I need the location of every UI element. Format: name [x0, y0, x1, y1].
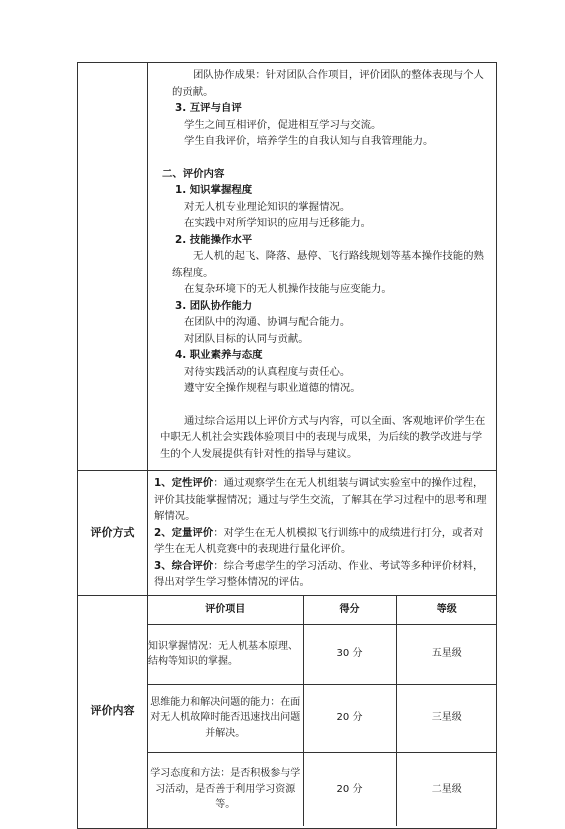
- content-table-cell: [148, 595, 497, 828]
- quantitative-eval-body: ：对学生在无人机模拟飞行训练中的成绩进行打分，或者对学生在无人机竞赛中的表现进行量化评价。: [154, 526, 484, 555]
- item-4-line-2: 遵守安全操作规程与职业道德的情况。: [184, 382, 361, 394]
- item-3-line-2: 对团队目标的认同与贡献。: [184, 332, 309, 345]
- comprehensive-eval-text: [154, 558, 490, 591]
- teamwork-result-text: 团队协作成果：针对团队合作项目，评价团队的整体表现与个人的贡献。: [172, 69, 484, 98]
- row-3-item: 学习态度和方法：是否积极参与学习活动，是否善于利用学习资源等。: [148, 752, 303, 826]
- item-2-line-1: 无人机的起飞、降落、悬停、飞行路线规划等基本操作技能的熟练程度。: [172, 250, 484, 279]
- row-1-grade: 五星级: [396, 624, 497, 684]
- evaluation-table: [77, 62, 497, 829]
- continuation-label-cell: [78, 63, 148, 471]
- mutual-eval-line-1: 学生之间互相评价，促进相互学习与交流。: [184, 118, 382, 131]
- row-1-item: 知识掌握情况：无人机基本原理、结构等知识的掌握。: [148, 624, 303, 684]
- item-4-line-1: 对待实践活动的认真程度与责任心。: [184, 365, 351, 378]
- comprehensive-eval-head: 3、综合评价: [154, 559, 214, 572]
- method-label: 评价方式: [78, 471, 148, 596]
- item-4-title: 4. 职业素养与态度: [175, 349, 263, 361]
- item-1-line-1: 对无人机专业理论知识的掌握情况。: [184, 200, 351, 213]
- row-1-score: 30 分: [303, 624, 396, 684]
- header-item: 评价项目: [148, 596, 303, 625]
- qualitative-eval-head: 1、定性评价: [154, 477, 214, 489]
- item-3-title: 3. 团队协作能力: [175, 299, 253, 312]
- row-2-score: 20 分: [303, 684, 396, 752]
- item-1-line-2: 在实践中对所学知识的应用与迁移能力。: [184, 217, 372, 229]
- content-row: [78, 595, 497, 828]
- table-row: [148, 684, 497, 752]
- qualitative-eval-body: ：通过观察学生在无人机组装与调试实验室中的操作过程，评价其技能掌握情况；通过与学生交流，了解其在学习过程中的思考和理解情况。: [154, 477, 487, 522]
- method-content-cell: [148, 471, 497, 596]
- quantitative-eval-text: [154, 525, 490, 558]
- scoring-header-row: [148, 596, 497, 625]
- content-label: 评价内容: [78, 595, 148, 828]
- mutual-eval-line-2: 学生自我评价，培养学生的自我认知与自我管理能力。: [184, 135, 434, 147]
- scoring-table: [148, 596, 497, 827]
- mutual-eval-title: 3. 互评与自评: [175, 102, 242, 114]
- quantitative-eval-head: 2、定量评价: [154, 526, 214, 539]
- row-2-item: 思维能力和解决问题的能力：在面对无人机故障时能否迅速找出问题并解决。: [148, 684, 303, 752]
- row-3-grade: 二星级: [396, 752, 497, 826]
- method-row: [78, 471, 497, 596]
- table-row: [148, 752, 497, 826]
- qualitative-eval-text: [154, 475, 490, 525]
- summary-paragraph: 通过综合运用以上评价方式与内容，可以全面、客观地评价学生在中职无人机社会实践体验项目中的表现与成果，为后续的教学改进与学生的个人发展提供有针对性的指导与建议。: [160, 414, 486, 460]
- comprehensive-eval-body: ：综合考虑学生的学习活动、作业、考试等多种评价材料，得出对学生学习整体情况的评估。: [154, 559, 484, 588]
- item-2-title: 2. 技能操作水平: [175, 233, 253, 246]
- continuation-row: [78, 63, 497, 471]
- header-grade: 等级: [396, 596, 497, 625]
- item-2-line-2: 在复杂环境下的无人机操作技能与应变能力。: [184, 283, 392, 295]
- row-2-grade: 三星级: [396, 684, 497, 752]
- section-2-title: 二、评价内容: [162, 167, 225, 180]
- item-1-title: 1. 知识掌握程度: [175, 184, 253, 196]
- row-3-score: 20 分: [303, 752, 396, 826]
- header-score: 得分: [303, 596, 396, 625]
- continuation-content-cell: [148, 63, 497, 471]
- table-row: [148, 624, 497, 684]
- item-3-line-1: 在团队中的沟通、协调与配合能力。: [184, 316, 351, 328]
